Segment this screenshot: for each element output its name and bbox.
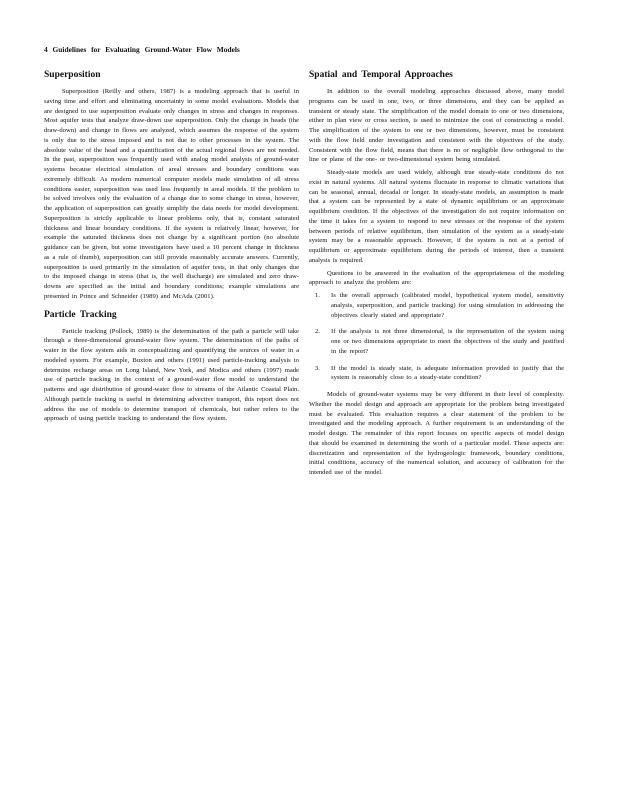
steady-state-paragraph: Steady-state models are used widely, although true steady-state conditions do not exist in natural systems. All natural systems fluctuate in response to climatic variations that can be seasonal, annual, decadal or longer. In steady-state models, an assumption is made that a system can be represented by a state of dynamic equilibrium or an approximate equilibrium condition. If the objectives of the investigation do not require information on the time it takes for a system to respond to new stresses or the response of the system between periods of relative equilibrium, then simulation of the system as a steady-state system may be a reasonable approach. However, if the system is not at a period of equilibrium or approximate equilibrium during the periods of interest, then a transient analysis is required.: [309, 169, 564, 264]
questions-list: [309, 291, 564, 383]
particle-tracking-paragraph: Particle tracking (Pollock, 1989) is the determination of the path a particle will take through a three-dimensional ground-water flow system. The determination of the paths of water in the flow system aids in conceptualizing and quantifying the sources of water in a modeled system. For example, Buxton and others (1991) used particle-tracking analysis to determine recharge areas on Long Island, New York, and Modica and others (1997) made use of particle tracking in the context of a ground-water flow model to understand the patterns and age distribution of ground-water flow to streams of the Atlantic Coastal Plain. Although particle tracking is useful in determining advective transport, this report does not address the use of models to determine transport of chemicals, but rather refers to the approach of using particle tracking to understand the flow system.: [44, 327, 299, 423]
superposition-heading: Superposition: [44, 70, 101, 80]
running-header: 4 Guidelines for Evaluating Ground-Water Flow Models: [44, 45, 240, 54]
list-item-number: 3.: [315, 364, 320, 372]
dimensions-paragraph: In addition to the overall modeling approaches discussed above, many model programs can be used in one, two, or three dimensions, and they can be applied as transient or steady state. The simplification of the model domain to one or two dimensions, either in plan view or cross section, is used to minimize the cost of constructing a model. The simplification of the system to one or two dimensions, however, must be consistent with the flow field under investigation and consistent with the objectives of the study. Consistent with the flow field, means that there is no or negligible flow orthogonal to the line or plane of the one- or two-dimensional system being simulated.: [309, 88, 564, 164]
list-item-number: 1.: [315, 292, 320, 299]
spatial-temporal-heading: Spatial and Temporal Approaches: [309, 70, 453, 80]
list-item: [309, 291, 564, 320]
right-column: [309, 70, 564, 481]
list-item: [309, 364, 564, 384]
superposition-paragraph: Superposition (Reilly and others, 1987) is a modeling approach that is useful in saving time and effort and eliminating uncertainty in some model evaluations. Models that are designed to use superposition evaluate only changes in stress and changes in responses. Most aquifer tests that analyze draw-down use superposition. Only the change in heads (the draw-down) and change in flows are analyzed, which assumes the response of the system is only due to the stress imposed and is not due to other processes in the system. The absolute value of the head and a quantification of the actual regional flows are not needed. In the past, superposition was frequently used with analog model analysis of ground-water systems because electrical simulation of areal stresses and boundary conditions was extremely difficult. As modern numerical computer models made simulation of all stress conditions easier, superposition was used less frequently in areal models. If the problem to be solved involves only the evaluation of a change due to some change in stress, however, the application of superposition can greatly simplify the data needs for model development. Superposition is strictly applicable to linear problems only, that is, constant saturated thickness and linear boundary conditions. If the system is relatively linear, however, for example the saturated thickness does not change by a significant portion (no absolute guidance can be given, but some investigators have used a 10 percent change in thickness as a rule of thumb), superposition can still provide reasonably accurate answers. Currently, superposition is used primarily in the simulation of aquifer tests, in that only changes due to the imposed change in stress (that is, the well discharge) are simulated and zero draw-downs are specified as the initial and boundary conditions; example simulations are presented in Prince and Schneider (1989) and McAda (2001).: [44, 88, 299, 300]
particle-tracking-heading: Particle Tracking: [44, 309, 117, 320]
list-item-number: 2.: [315, 328, 320, 336]
list-item-text: If the analysis is not three dimensional, is the representation of the system using one or two dimensions appropriate to meet the objectives of the study and justified in the report?: [331, 328, 564, 355]
model-complexity-paragraph: Models of ground-water systems may be very different in their level of complexity. Whether the model design and approach are appropriate for the problem being investigated must be evaluated. This evaluation requires a clear statement of the problem to be investigated and the modeling approach. A further requirement is an understanding of the model design. The remainder of this report focuses on specific aspects of model design that should be examined in determining the worth of a particular model. These aspects are: discretization and representation of the hydrogeologic framework, boundary conditions, initial conditions, accuracy of the numerical solution, and accuracy of calibration for the intended use of the model.: [309, 391, 564, 476]
left-column: [44, 70, 299, 427]
list-item: [309, 327, 564, 356]
list-item-text: Is the overall approach (calibrated model, hypothetical system model, sensitivity analysis, superposition, and particle tracking) for using simulation in addressing the objectives clearly stated and appropriate?: [331, 292, 564, 319]
questions-intro-paragraph: Questions to be answered in the evaluation of the appropriateness of the modeling approach to analyze the problem are:: [309, 269, 564, 287]
list-item-text: If the model is steady state, is adequate information provided to justify that the system is reasonably close to a steady-state condition?: [331, 364, 564, 382]
